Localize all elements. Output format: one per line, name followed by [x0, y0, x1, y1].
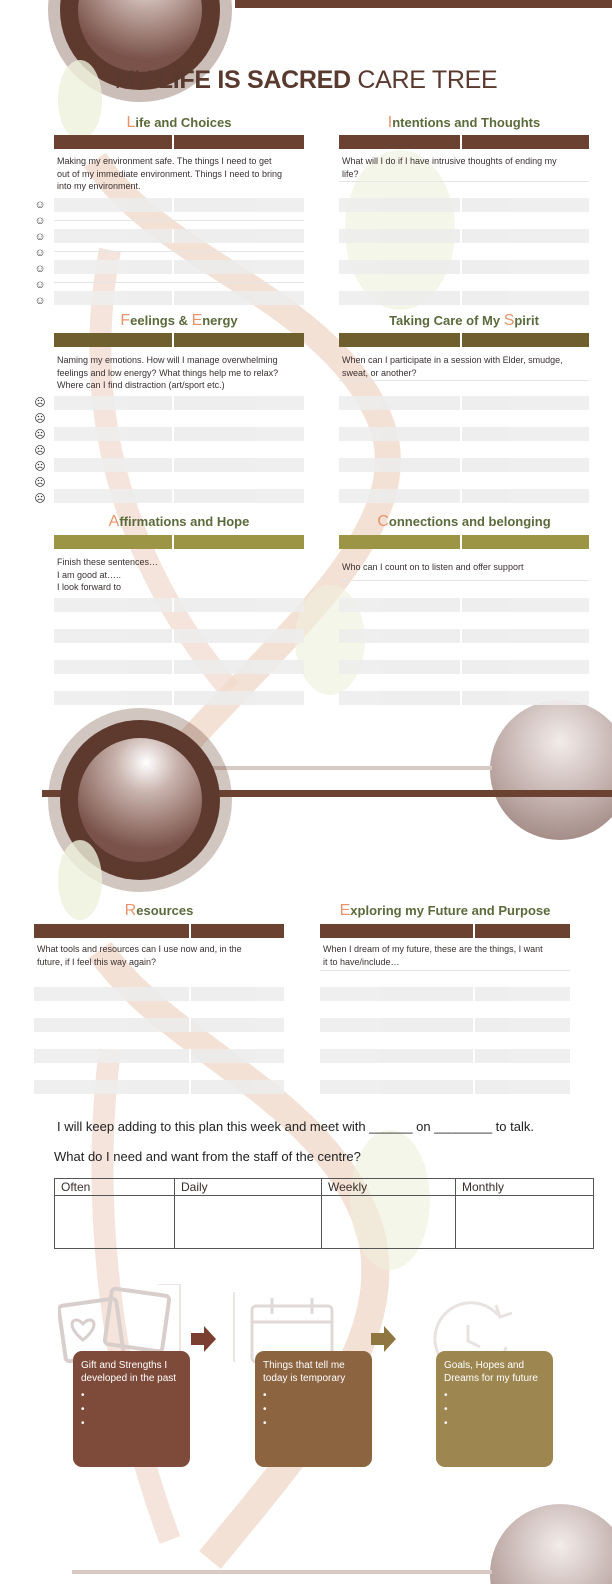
- goals-hopes-card: [436, 1351, 553, 1467]
- card-bullets: • • •: [263, 1390, 267, 1429]
- smiley-icon: ☺: [34, 215, 46, 227]
- fill-row[interactable]: [34, 1049, 284, 1063]
- section-title-intentions: Intentions and Thoughts: [387, 114, 541, 131]
- arrow-right-icon: [371, 1326, 397, 1352]
- fill-row[interactable]: [34, 987, 284, 1001]
- fill-row[interactable]: [320, 987, 570, 1001]
- staff-question: What do I need and want from the staff of the centre?: [54, 1149, 361, 1164]
- table-cell[interactable]: [175, 1196, 322, 1249]
- section-title-future: Exploring my Future and Purpose: [339, 902, 551, 919]
- section-title-spirit: Taking Care of My Spirit: [389, 312, 539, 329]
- section-prompt: What will I do if I have intrusive thoughts of ending my life?: [342, 156, 557, 179]
- fill-row[interactable]: [339, 198, 589, 212]
- commitment-line: I will keep adding to this plan this week and meet with ______ on ________ to talk.: [57, 1119, 534, 1134]
- fill-row[interactable]: [54, 660, 304, 674]
- fill-row[interactable]: [339, 629, 589, 643]
- smiley-icon: ☺: [34, 263, 46, 275]
- fill-row[interactable]: [339, 660, 589, 674]
- fill-row[interactable]: [54, 396, 304, 410]
- section-prompt: When I dream of my future, these are the things, I want it to have/include…: [323, 944, 543, 967]
- fill-row[interactable]: [54, 427, 304, 441]
- gifts-strengths-card: [73, 1351, 190, 1467]
- table-header: Daily: [175, 1179, 322, 1196]
- sad-face-icon: ☹: [34, 477, 46, 489]
- section-title-feelings: Feelings & Energy: [120, 312, 238, 329]
- section-header-bar: [54, 333, 304, 347]
- fill-row[interactable]: [339, 427, 589, 441]
- section-prompt: What tools and resources can I use now and, in the future, if I feel this way again?: [37, 944, 242, 967]
- fill-row[interactable]: [339, 598, 589, 612]
- fill-row[interactable]: [339, 458, 589, 472]
- smiley-icon: ☺: [34, 279, 46, 291]
- fill-row[interactable]: [54, 489, 304, 503]
- section-title-resources: Resources: [124, 902, 194, 919]
- section-header-bar: [54, 535, 304, 549]
- staff-frequency-table: [54, 1178, 594, 1249]
- section-prompt: Naming my emotions. How will I manage overwhelming feelings and low energy? What things help me to relax? Where can I find distraction (art/sport etc.): [57, 355, 279, 390]
- table-header: Often: [55, 1179, 175, 1196]
- section-header-bar: [339, 333, 589, 347]
- fill-row[interactable]: [339, 260, 589, 274]
- sad-face-icon: ☹: [34, 461, 46, 473]
- card-text: Gift and Strengths I developed in the past: [81, 1360, 177, 1384]
- table-cell[interactable]: [55, 1196, 175, 1249]
- card-bullets: • • •: [81, 1390, 85, 1429]
- fill-row[interactable]: [339, 489, 589, 503]
- fill-row[interactable]: [54, 629, 304, 643]
- fill-row[interactable]: [320, 1080, 570, 1094]
- section-title-life-choices: [54, 114, 304, 132]
- title-prefix: MY: [114, 66, 158, 94]
- section-prompt: Who can I count on to listen and offer support: [342, 562, 524, 572]
- sad-face-icon: ☹: [34, 445, 46, 457]
- sad-face-icon: ☹: [34, 429, 46, 441]
- sad-face-icon: ☹: [34, 413, 46, 425]
- fill-row[interactable]: [54, 260, 304, 274]
- card-bullets: • • •: [444, 1390, 448, 1429]
- fill-row[interactable]: [34, 1018, 284, 1032]
- card-text: Goals, Hopes and Dreams for my future: [444, 1360, 538, 1384]
- section-header-bar: [339, 535, 589, 549]
- fill-row[interactable]: [54, 598, 304, 612]
- section-header-bar: [54, 135, 304, 149]
- title-bold: LIFE IS SACRED: [157, 66, 351, 94]
- fill-row[interactable]: [339, 691, 589, 705]
- section-title-connections: Connections and belonging: [377, 513, 551, 530]
- title-rest: ife and Choices: [135, 115, 232, 130]
- smiley-icon: ☺: [34, 295, 46, 307]
- title-suffix: CARE TREE: [350, 66, 498, 94]
- fill-row[interactable]: [54, 691, 304, 705]
- fill-row[interactable]: [339, 229, 589, 243]
- card-text: Things that tell me today is temporary: [263, 1360, 346, 1384]
- fill-row[interactable]: [339, 291, 589, 305]
- table-header: Weekly: [322, 1179, 456, 1196]
- fill-row[interactable]: [339, 396, 589, 410]
- fill-row[interactable]: [54, 198, 304, 212]
- section-header-bar: [339, 135, 589, 149]
- section-title-affirmations: Affirmations and Hope: [108, 513, 250, 530]
- temporary-things-card: [255, 1351, 372, 1467]
- arrow-right-icon: [191, 1326, 217, 1352]
- title-cap: L: [126, 114, 136, 131]
- fill-row[interactable]: [320, 1018, 570, 1032]
- fill-row[interactable]: [34, 1080, 284, 1094]
- section-prompt: Finish these sentences… I am good at….. I look forward to: [57, 557, 159, 592]
- table-header: Monthly: [456, 1179, 594, 1196]
- fill-row[interactable]: [54, 229, 304, 243]
- section-prompt: Making my environment safe. The things I need to get out of my immediate environment. Things I need to bring into my environment.: [57, 156, 282, 191]
- fill-row[interactable]: [320, 1049, 570, 1063]
- section-header-bar: [34, 924, 284, 938]
- page-title: [0, 66, 612, 95]
- sad-face-icon: ☹: [34, 397, 46, 409]
- table-cell[interactable]: [322, 1196, 456, 1249]
- smiley-icon: ☺: [34, 247, 46, 259]
- table-cell[interactable]: [456, 1196, 594, 1249]
- fill-row[interactable]: [54, 291, 304, 305]
- smiley-icon: ☺: [34, 199, 46, 211]
- section-prompt: When can I participate in a session with Elder, smudge, sweat, or another?: [342, 355, 563, 378]
- smiley-icon: ☺: [34, 231, 46, 243]
- section-header-bar: [320, 924, 570, 938]
- sad-face-icon: ☹: [34, 493, 46, 505]
- fill-row[interactable]: [54, 458, 304, 472]
